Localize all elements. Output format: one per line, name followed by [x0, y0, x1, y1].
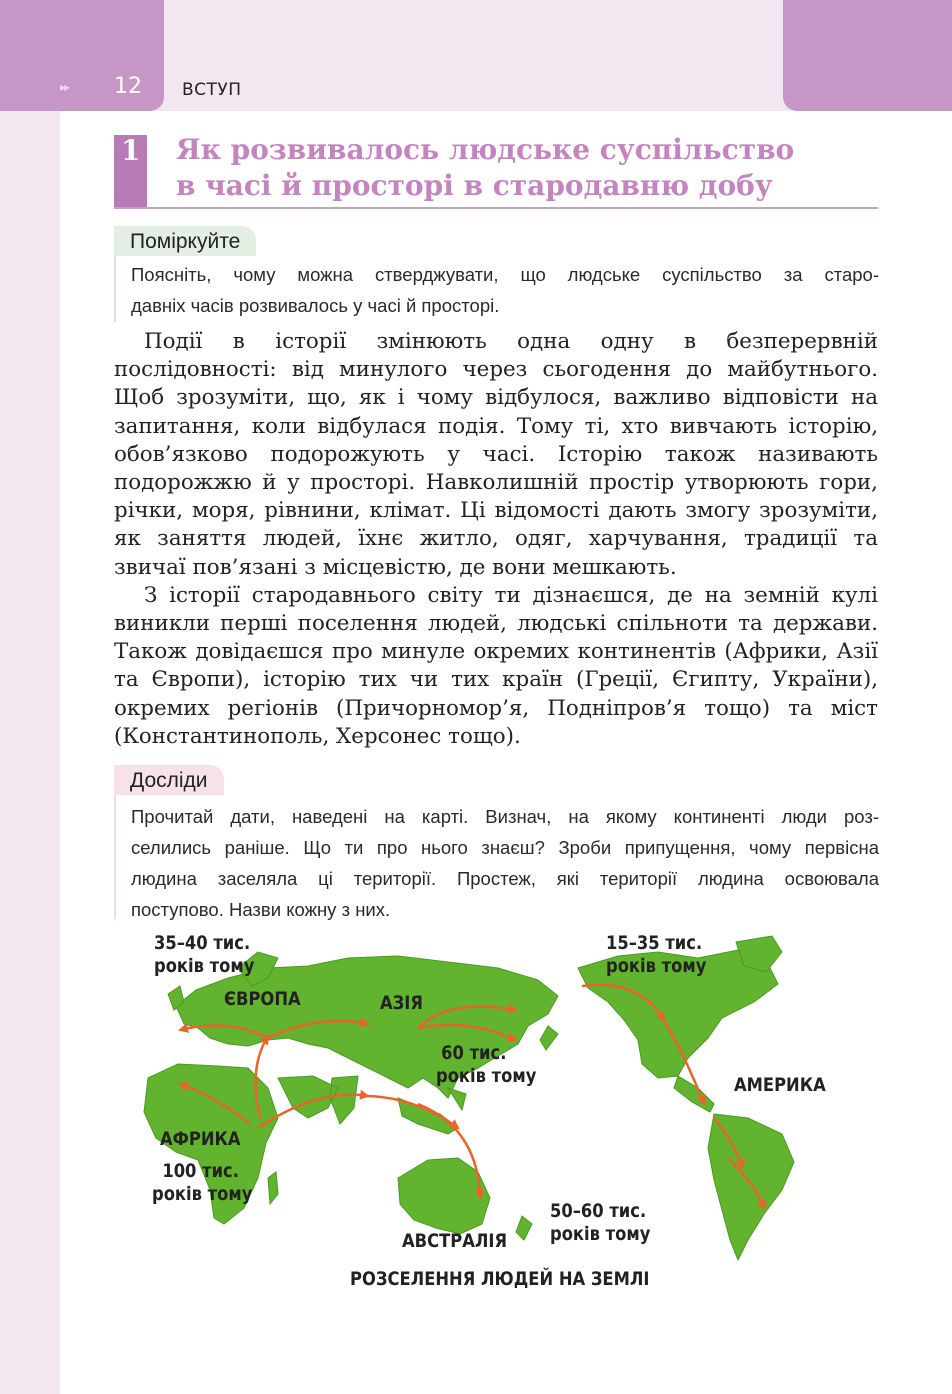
map-title: РОЗСЕЛЕННЯ ЛЮДЕЙ НА ЗЕМЛІ — [350, 1268, 650, 1290]
europe-date-label — [154, 932, 254, 978]
world-migration-map — [118, 928, 898, 1328]
asia-date-label — [436, 1042, 536, 1088]
double-arrow-icon: ▸▸ — [60, 80, 69, 94]
chapter-title — [176, 132, 876, 204]
page-margin-band — [0, 0, 60, 1394]
region-label-asia: АЗІЯ — [380, 992, 423, 1014]
map-date-text: 60 тис. — [441, 1042, 507, 1064]
map-date-text: 15–35 тис. — [606, 932, 703, 954]
main-text — [114, 328, 878, 751]
map-date-text: 50–60 тис. — [550, 1200, 647, 1222]
think-text — [131, 259, 879, 321]
research-line: Прочитай дати, наведені на карті. Визнач, на якому континенті люди роз- — [131, 806, 879, 827]
research-line: людина заселяла ці території. Простеж, які території людина освоювала — [131, 868, 879, 889]
research-box-border — [114, 795, 116, 919]
page-number: 12 — [114, 74, 142, 99]
japan-land — [540, 1026, 558, 1050]
madagascar-land — [268, 1172, 278, 1204]
america-date-label — [606, 932, 706, 978]
chapter-title-line: в часі й просторі в стародавню добу — [176, 169, 773, 202]
new-zealand-land — [516, 1216, 532, 1240]
map-date-text: років тому — [436, 1065, 537, 1087]
think-line: давніх часів розвивалось у часі й просторі. — [131, 295, 500, 316]
research-text — [131, 801, 879, 925]
map-date-text: років тому — [550, 1223, 651, 1245]
map-date-text: років тому — [152, 1183, 253, 1205]
chapter-title-line: Як розвивалось людське суспільство — [176, 133, 795, 166]
think-label: Поміркуйте — [114, 226, 256, 256]
research-line: селились раніше. Що ти про нього знаєш? Зроби припущення, чому первісна — [131, 837, 879, 858]
map-date-text: 100 тис. — [162, 1160, 239, 1182]
research-line: поступово. Назви кожну з них. — [131, 899, 391, 920]
chapter-number: 1 — [121, 134, 141, 167]
paragraph: Події в історії змінюють одна одну в безперервній послідовності: від минулого через сьогодення до майбутнього. Щоб зрозуміти, що, як і чому відбулося, важливо відповісти на запитання, коли відбулася подія. Тому ті, хто вивчають історію, обов’язково подорожують у часі. Історію також називають подорожжю й у просторі. Навколишній простір утворюють гори, річки, моря, рівнини, клімат. Ці відомості дають змогу зрозуміти, як заняття людей, їхнє житло, одяг, харчування, традиції та звичаї пов’язані з місцевістю, де вони мешкають. — [114, 329, 878, 580]
think-box-border — [114, 256, 116, 322]
section-title: ВСТУП — [182, 80, 242, 100]
region-label-europe: ЄВРОПА — [224, 988, 301, 1010]
region-label-australia: АВСТРАЛІЯ — [402, 1230, 508, 1252]
paragraph: З історії стародавнього світу ти дізнаєшся, де на земній кулі виникли перші поселення людей, людські спільноти та держави. Також довідаєшся про минуле окремих континентів (Африки, Азії та Європи), історію тих чи тих країн (Греції, Єгипту, України), окремих регіонів (Причорномор’я, Подніпров’я тощо) та міст (Константинополь, Херсонес тощо). — [114, 582, 878, 749]
think-line: Поясніть, чому можна стверджувати, що людське суспільство за старо- — [131, 264, 879, 285]
region-label-africa: АФРИКА — [160, 1128, 241, 1150]
map-date-text: років тому — [154, 955, 255, 977]
australia-date-label — [550, 1200, 650, 1246]
map-date-text: років тому — [606, 955, 707, 977]
research-label: Досліди — [114, 765, 224, 795]
chapter-divider — [114, 207, 878, 209]
header-tab-right — [783, 0, 952, 111]
south-america-land — [708, 1114, 794, 1260]
map-date-text: 35–40 тис. — [154, 932, 251, 954]
region-label-america: АМЕРИКА — [734, 1074, 826, 1096]
africa-date-label — [152, 1160, 252, 1206]
